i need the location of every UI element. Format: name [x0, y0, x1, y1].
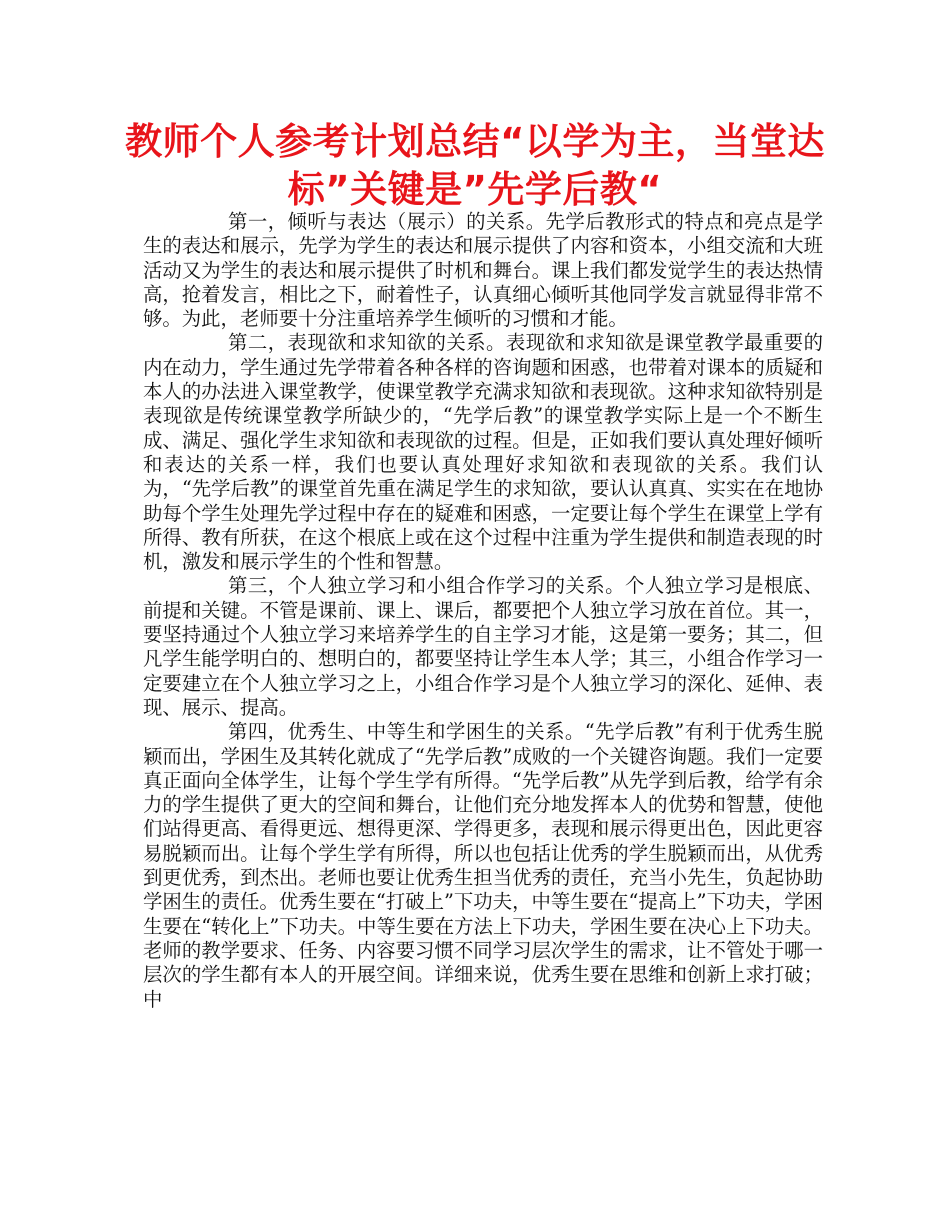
paragraph-4: 第四，优秀生、中等生和学困生的关系。“先学后教”有利于优秀生脱颖而出，学困生及其转化就成了“先学后教”成败的一个关键咨询题。我们一定要真正面向全体学生，让每个学生学有所得。“先学后教”从先学到后教，给学有余力的学生提供了更大的空间和舞台，让他们充分地发挥本人的优势和智慧，使他们站得更高、看得更远、想得更深、学得更多，表现和展示得更出色，因此更容易脱颖而出。让每个学生学有所得，所以也包括让优秀的学生脱颖而出，从优秀到更优秀，到杰出。老师也要让优秀生担当优秀的责任，充当小先生，负起协助学困生的责任。优秀生要在“打破上”下功夫，中等生要在“提高上”下功夫，学困生要在“转化上”下功夫。中等生要在方法上下功夫，学困生要在决心上下功夫。老师的教学要求、任务、内容要习惯不同学习层次学生的需求，让不管处于哪一层次的学生都有本人的开展空间。详细来说，优秀生要在思维和创新上求打破；中 — [143, 720, 823, 1011]
document-title: 教师个人参考计划总结“以学为主，当堂达标”关键是”先学后教“ — [125, 120, 825, 211]
paragraph-3: 第三，个人独立学习和小组合作学习的关系。个人独立学习是根底、前提和关键。不管是课前、课上、课后，都要把个人独立学习放在首位。其一，要坚持通过个人独立学习来培养学生的自主学习才能，这是第一要务；其二，但凡学生能学明白的、想明白的，都要坚持让学生本人学；其三，小组合作学习一定要建立在个人独立学习之上，小组合作学习是个人独立学习的深化、延伸、表现、展示、提高。 — [143, 574, 823, 719]
document-body — [143, 210, 823, 1012]
paragraph-2: 第二，表现欲和求知欲的关系。表现欲和求知欲是课堂教学最重要的内在动力，学生通过先学带着各种各样的咨询题和困惑，也带着对课本的质疑和本人的办法进入课堂教学，使课堂教学充满求知欲和表现欲。这种求知欲特别是表现欲是传统课堂教学所缺少的，“先学后教”的课堂教学实际上是一个不断生成、满足、强化学生求知欲和表现欲的过程。但是，正如我们要认真处理好倾听和表达的关系一样，我们也要认真处理好求知欲和表现欲的关系。我们认为，“先学后教”的课堂首先重在满足学生的求知欲，要认认真真、实实在在地协助每个学生处理先学过程中存在的疑难和困惑，一定要让每个学生在课堂上学有所得、教有所获，在这个根底上或在这个过程中注重为学生提供和制造表现的时机，激发和展示学生的个性和智慧。 — [143, 331, 823, 574]
paragraph-1: 第一，倾听与表达（展示）的关系。先学后教形式的特点和亮点是学生的表达和展示，先学为学生的表达和展示提供了内容和资本，小组交流和大班活动又为学生的表达和展示提供了时机和舞台。课上我们都发觉学生的表达热情高，抢着发言，相比之下，耐着性子，认真细心倾听其他同学发言就显得非常不够。为此，老师要十分注重培养学生倾听的习惯和才能。 — [143, 210, 823, 331]
